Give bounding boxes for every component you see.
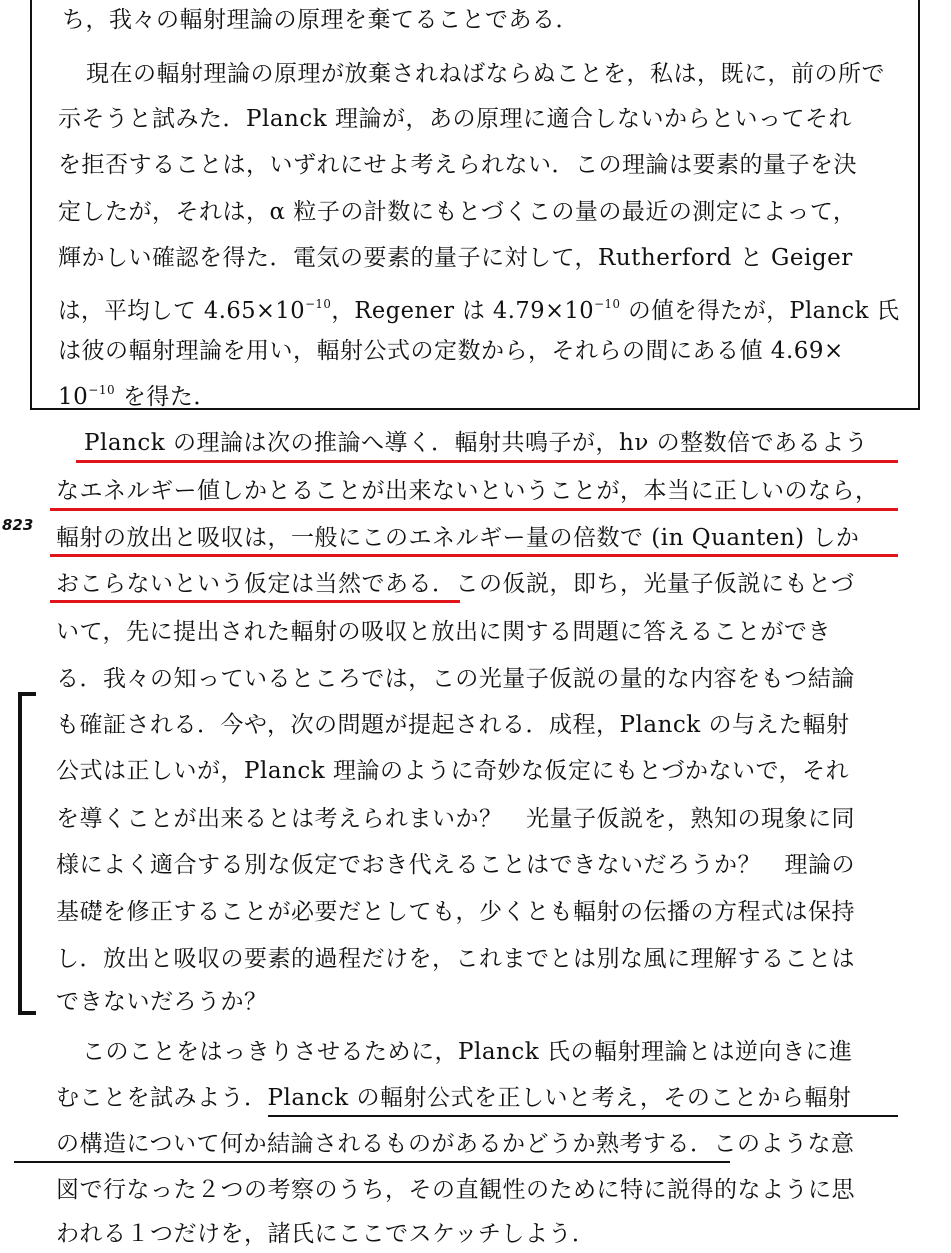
text-line: る．我々の知っているところでは，この光量子仮説の量的な内容をもつ結論 [56,666,855,692]
text-line: の構造について何か結論されるものがあるかどうか熟考する．このような意 [56,1131,855,1157]
text-run: を得た． [115,384,217,410]
exponent: −10 [305,297,332,311]
text-line: むことを試みよう．Planck の輻射公式を正しいと考え，そのことから輻射 [56,1085,852,1111]
text-line: Planck の理論は次の推論へ導く．輻射共鳴子が，hν の整数倍であるよう [84,430,869,456]
text-line [58,288,900,324]
text-line: ち，我々の輻射理論の原理を棄てることである． [62,7,579,33]
red-underline [50,554,898,557]
text-line: を導くことが出来るとは考えられまいか？ 光量子仮説を，熟知の現象に同 [56,806,855,832]
text-line: し．放出と吸収の要素的過程だけを，これまでとは別な風に理解することは [56,946,855,972]
text-run: 10 [58,384,89,410]
margin-page-number: 823 [2,516,34,534]
text-run: ，Regener は 4.79×10 [331,298,595,324]
text-line: 定したが，それは，α 粒子の計数にもとづくこの量の最近の測定によって， [58,199,857,225]
exponent: −10 [88,383,116,397]
text-line: 基礎を修正することが必要だとしても，少くとも輻射の伝播の方程式は保持 [56,899,855,925]
text-run: は，平均して 4.65×10 [58,298,306,324]
text-run: の値を得たが，Planck 氏 [620,298,900,324]
text-line: を拒否することは，いずれにせよ考えられない．この理論は要素的量子を決 [58,152,857,178]
black-underline [14,1161,730,1163]
text-line: 様によく適合する別な仮定でおき代えることはできないだろうか？ 理論の [56,852,855,878]
text-line: 現在の輻射理論の原理が放棄されねばならぬことを，私は，既に，前の所で [86,61,885,87]
text-line: このことをはっきりさせるために，Planck 氏の輻射理論とは逆向きに進 [82,1039,853,1065]
text-line: おこらないという仮定は当然である．この仮説，即ち，光量子仮説にもとづ [56,571,855,597]
red-underline [50,508,898,511]
red-underline [76,460,898,463]
text-line: は彼の輻射理論を用い，輻射公式の定数から，それらの間にある値 4.69× [58,338,844,364]
exponent: −10 [594,297,621,311]
text-line: 輻射の放出と吸収は，一般にこのエネルギー量の倍数で (in Quanten) しか [56,525,860,551]
text-line: 図で行なった２つの考察のうち，その直観性のために特に説得的なように思 [56,1177,855,1203]
black-underline [268,1115,898,1117]
text-line: 示そうと試みた．Planck 理論が，あの原理に適合しないからといってそれ [58,106,852,132]
red-underline [50,600,460,603]
text-line: も確証される．今や，次の問題が提起される．成程，Planck の与えた輻射 [56,712,850,738]
text-line: われる１つだけを，諸氏にここでスケッチしよう． [56,1221,596,1247]
text-line [58,374,217,410]
text-line: 輝かしい確認を得た．電気の要素的量子に対して，Rutherford と Geiger [58,245,853,271]
text-line: 公式は正しいが，Planck 理論のように奇妙な仮定にもとづかないで，それ [56,758,850,784]
margin-bracket [18,692,36,1015]
text-line: いて，先に提出された輻射の吸収と放出に関する問題に答えることができ [56,619,832,645]
text-line: できないだろうか？ [56,989,268,1015]
text-line: なエネルギー値しかとることが出来ないということが，本当に正しいのなら， [56,478,879,504]
